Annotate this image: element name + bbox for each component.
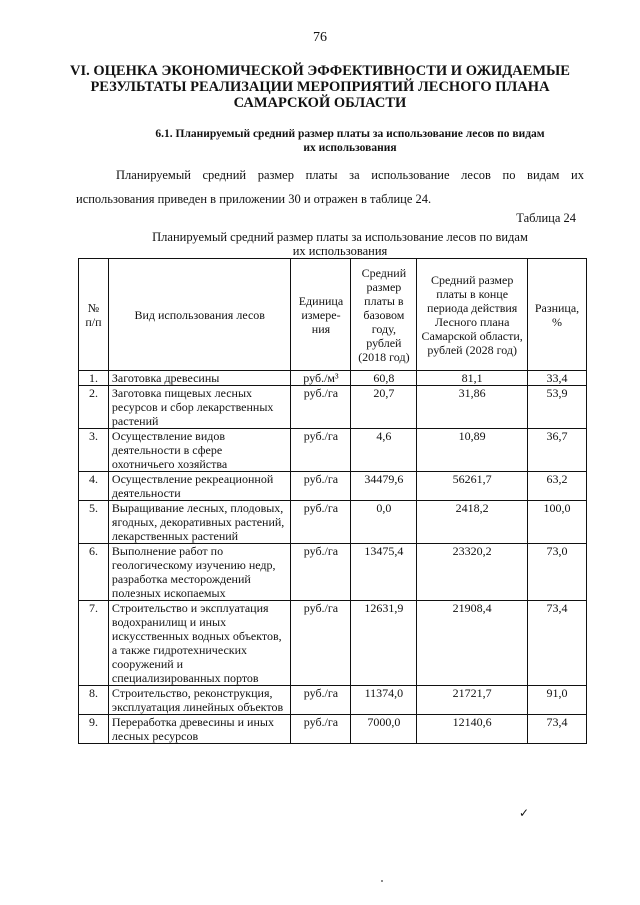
row-diff: 53,9: [528, 386, 587, 429]
table-row: [79, 601, 587, 686]
row-name: Строительство и эксплуатация водохранилищ и иных искусственных водных объектов, а также гидротехнических сооружений и специализированных портов: [108, 601, 291, 686]
section-title: VI. ОЦЕНКА ЭКОНОМИЧЕСКОЙ ЭФФЕКТИВНОСТИ И ОЖИДАЕМЫЕ РЕЗУЛЬТАТЫ РЕАЛИЗАЦИИ МЕРОПРИЯТИЙ ЛЕСНОГО ПЛАНА САМАРСКОЙ ОБЛАСТИ: [70, 63, 570, 111]
row-base: 11374,0: [351, 686, 417, 715]
row-unit: руб./га: [291, 386, 351, 429]
row-name: Осуществление видов деятельности в сфере охотничьего хозяйства: [108, 429, 291, 472]
row-end: 10,89: [417, 429, 528, 472]
table-row: [79, 429, 587, 472]
page-number: 76: [313, 30, 327, 45]
row-num: 4.: [79, 472, 109, 501]
row-num: 7.: [79, 601, 109, 686]
row-base: 0,0: [351, 501, 417, 544]
row-name: Осуществление рекреационной деятельности: [108, 472, 291, 501]
row-num: 5.: [79, 501, 109, 544]
row-diff: 73,4: [528, 601, 587, 686]
row-unit: руб./га: [291, 501, 351, 544]
row-end: 21908,4: [417, 601, 528, 686]
table-row: [79, 371, 587, 386]
row-name: Выполнение работ по геологическому изучению недр, разработка месторождений полезных ископаемых: [108, 544, 291, 601]
header-base: Средний размер платы в базовом году, рублей (2018 год): [351, 259, 417, 371]
row-base: 20,7: [351, 386, 417, 429]
row-end: 31,86: [417, 386, 528, 429]
row-diff: 73,4: [528, 715, 587, 744]
scan-speck: [381, 880, 383, 882]
row-diff: 100,0: [528, 501, 587, 544]
header-num: № п/п: [79, 259, 109, 371]
table-row: [79, 472, 587, 501]
table-header-row: [79, 259, 587, 371]
table-caption: Планируемый средний размер платы за использование лесов по видам их использования: [152, 230, 528, 258]
row-unit: руб./га: [291, 715, 351, 744]
row-diff: 73,0: [528, 544, 587, 601]
table-row: [79, 386, 587, 429]
row-num: 9.: [79, 715, 109, 744]
row-diff: 36,7: [528, 429, 587, 472]
row-unit: руб./га: [291, 429, 351, 472]
row-base: 12631,9: [351, 601, 417, 686]
row-name: Выращивание лесных, плодовых, ягодных, декоративных растений, лекарственных растений: [108, 501, 291, 544]
header-unit: Единица измере-ния: [291, 259, 351, 371]
table-row: [79, 501, 587, 544]
row-unit: руб./м³: [291, 371, 351, 386]
row-diff: 91,0: [528, 686, 587, 715]
row-end: 56261,7: [417, 472, 528, 501]
row-end: 12140,6: [417, 715, 528, 744]
row-name: Заготовка пищевых лесных ресурсов и сбор лекарственных растений: [108, 386, 291, 429]
subsection-title: 6.1. Планируемый средний размер платы за использование лесов по видам их использования: [155, 128, 545, 154]
table-row: [79, 715, 587, 744]
header-name: Вид использования лесов: [108, 259, 291, 371]
row-base: 13475,4: [351, 544, 417, 601]
check-mark-icon: ✓: [519, 806, 530, 820]
row-num: 3.: [79, 429, 109, 472]
row-unit: руб./га: [291, 686, 351, 715]
row-diff: 63,2: [528, 472, 587, 501]
row-name: Переработка древесины и иных лесных ресурсов: [108, 715, 291, 744]
row-unit: руб./га: [291, 544, 351, 601]
row-base: 60,8: [351, 371, 417, 386]
row-num: 8.: [79, 686, 109, 715]
fees-table: [78, 258, 587, 744]
row-end: 23320,2: [417, 544, 528, 601]
row-num: 2.: [79, 386, 109, 429]
table-label: Таблица 24: [516, 211, 576, 225]
row-end: 2418,2: [417, 501, 528, 544]
row-base: 34479,6: [351, 472, 417, 501]
row-end: 81,1: [417, 371, 528, 386]
row-unit: руб./га: [291, 601, 351, 686]
row-base: 7000,0: [351, 715, 417, 744]
intro-paragraph: Планируемый средний размер платы за использование лесов по видам их использования приведен в приложении 30 и отражен в таблице 24.: [76, 168, 584, 206]
row-num: 6.: [79, 544, 109, 601]
row-num: 1.: [79, 371, 109, 386]
row-diff: 33,4: [528, 371, 587, 386]
row-unit: руб./га: [291, 472, 351, 501]
row-name: Заготовка древесины: [108, 371, 291, 386]
row-base: 4,6: [351, 429, 417, 472]
table-row: [79, 544, 587, 601]
table-row: [79, 686, 587, 715]
row-name: Строительство, реконструкция, эксплуатация линейных объектов: [108, 686, 291, 715]
row-end: 21721,7: [417, 686, 528, 715]
header-diff: Разница, %: [528, 259, 587, 371]
header-end: Средний размер платы в конце периода действия Лесного плана Самарской области, рублей (2028 год): [417, 259, 528, 371]
